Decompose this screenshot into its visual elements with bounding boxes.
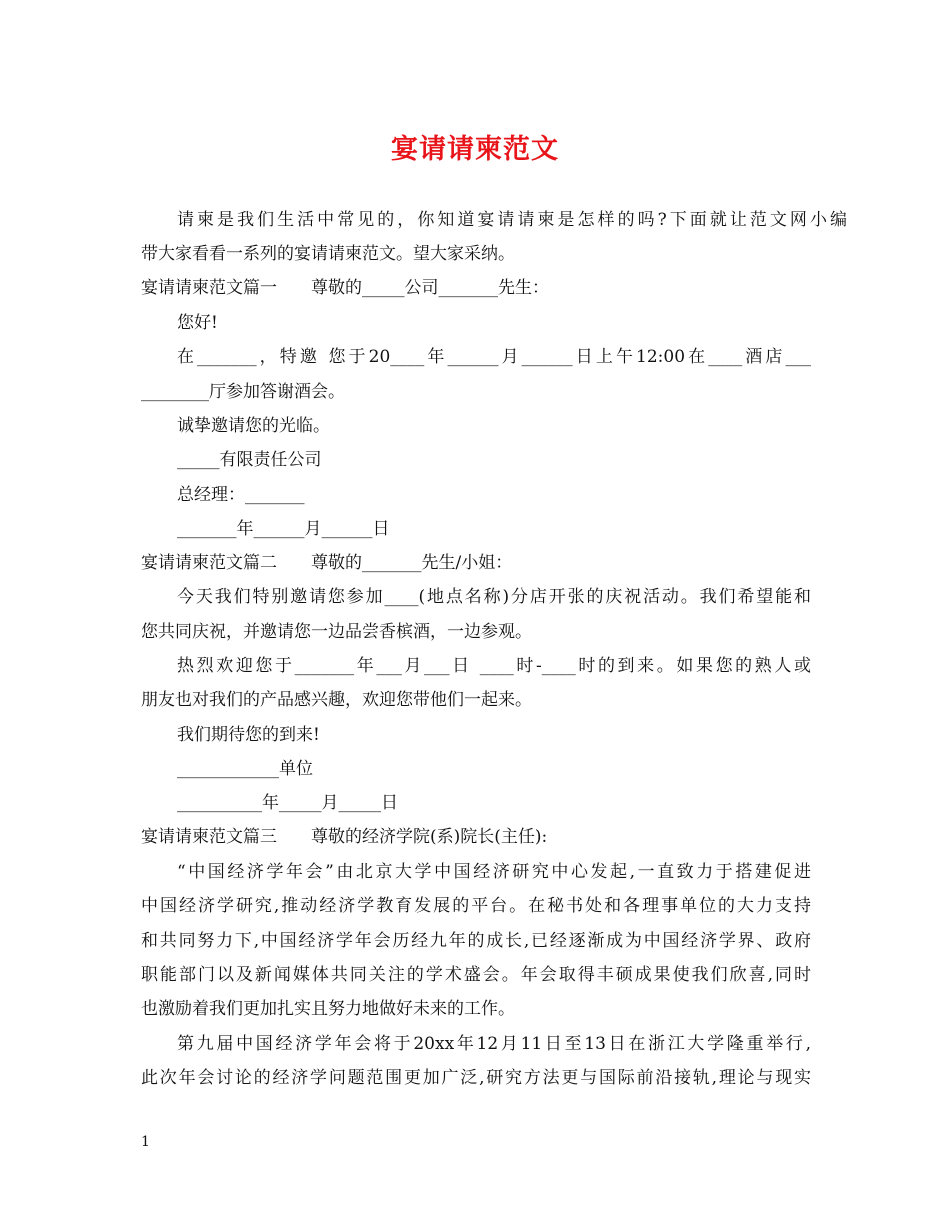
paragraph-line: 在_______，特邀 您于20____年______月______日上午12:00在____酒店___ [177,347,811,367]
section-heading: 宴请请柬范文篇三 尊敬的经济学院(系)院长(主任): [141,827,548,847]
paragraph-line: 第九届中国经济学年会将于20xx年12月11日至13日在浙江大学隆重举行, [177,1034,811,1054]
paragraph-line: 朋友也对我们的产品感兴趣，欢迎您带他们一起来。 [141,690,532,710]
paragraph-line: ________厅参加答谢酒会。 [141,382,345,402]
section-heading: 宴请请柬范文篇一 尊敬的_____公司_______先生： [141,278,549,298]
paragraph-line: _______年______月______日 [177,519,390,539]
paragraph-line: 热烈欢迎您于_______年___月___日 ____时-____时的到来。如果您的熟人或 [177,656,811,676]
page-title: 宴请请柬范文 [391,134,559,165]
paragraph-line: 也激励着我们更加扎实且努力地做好未来的工作。 [141,999,515,1019]
paragraph-line: 此次年会讨论的经济学问题范围更加广泛,研究方法更与国际前沿接轨,理论与现实 [141,1068,811,1088]
paragraph-line: __________年_____月_____日 [177,793,398,813]
page-number: 1 [141,1134,150,1150]
paragraph-line: 诚挚邀请您的光临。 [177,416,330,436]
paragraph-line: 今天我们特别邀请您参加____(地点名称)分店开张的庆祝活动。我们希望能和 [177,587,811,607]
paragraph-line: _____有限责任公司 [177,450,322,470]
paragraph-line: 您好! [177,313,218,333]
paragraph-line: 您共同庆祝，并邀请您一边品尝香槟酒，一边参观。 [141,622,532,642]
paragraph-line: 和共同努力下,中国经济学年会历经九年的成长,已经逐渐成为中国经济学界、政府 [141,931,811,951]
paragraph-line: 带大家看看一系列的宴请请柬范文。望大家采纳。 [141,244,515,264]
paragraph-line: 请柬是我们生活中常见的，你知道宴请请柬是怎样的吗?下面就让范文网小编 [177,210,847,230]
paragraph-line: “中国经济学年会”由北京大学中国经济研究中心发起,一直致力于搭建促进 [177,862,811,882]
paragraph-line: 职能部门以及新闻媒体共同关注的学术盛会。年会取得丰硕成果使我们欣喜,同时 [141,965,811,985]
paragraph-line: 我们期待您的到来! [177,725,320,745]
paragraph-line: 中国经济学研究,推动经济学教育发展的平台。在秘书处和各理事单位的大力支持 [141,896,811,916]
paragraph-line: ____________单位 [177,759,313,779]
section-heading: 宴请请柬范文篇二 尊敬的_______先生/小姐： [141,553,513,573]
paragraph-line: 总经理：_______ [177,485,305,505]
